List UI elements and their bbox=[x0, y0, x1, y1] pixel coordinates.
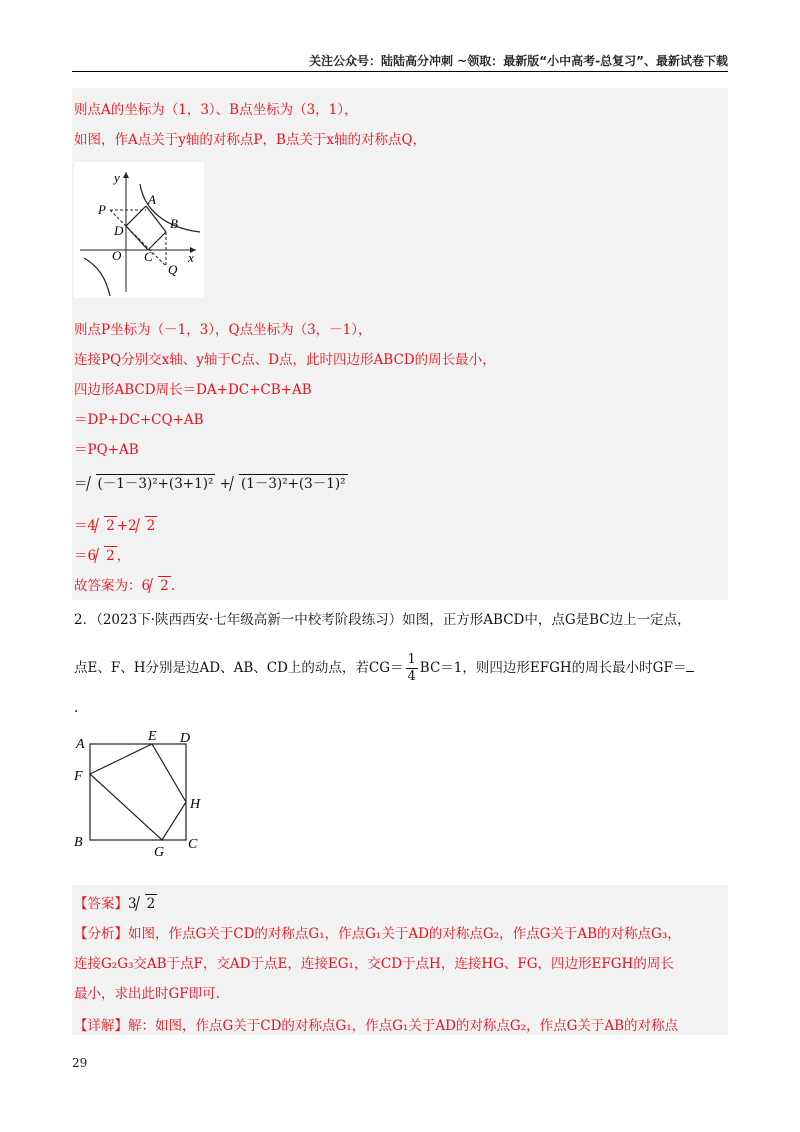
fig2-label-h: H bbox=[190, 797, 201, 812]
header-rule bbox=[72, 71, 728, 72]
fig1-label-p: P bbox=[98, 202, 106, 217]
frac-num: 1 bbox=[407, 652, 416, 667]
question-2-line-2 bbox=[74, 652, 694, 685]
fig2-label-a: A bbox=[76, 737, 85, 752]
radical-2: (1－3)²+(3－1)² bbox=[240, 476, 346, 492]
fig1-label-c: C bbox=[144, 249, 153, 264]
square-figure bbox=[72, 728, 212, 860]
period: . bbox=[170, 578, 175, 594]
radical-2d: 2 bbox=[160, 578, 169, 594]
fig1-label-y: y bbox=[114, 170, 120, 185]
answer-blank bbox=[686, 659, 694, 672]
fraction-one-quarter bbox=[406, 652, 418, 685]
detail-tag: 【详解】 bbox=[74, 1018, 128, 1034]
comma: ， bbox=[116, 548, 131, 564]
page-header: 关注公众号：陆陆高分冲刺 ~领取：最新版“小中高考-总复习”、最新试卷下载 bbox=[309, 54, 728, 68]
solution-line-4: 连接PQ分别交x轴、y轴于C点、D点，此时四边形ABCD的周长最小， bbox=[74, 352, 496, 368]
page-number: 29 bbox=[72, 1056, 88, 1070]
fig2-label-b: B bbox=[74, 835, 83, 850]
question-2-line-1: 2．（2023下·陕西西安·七年级高新一中校考阶段练习）如图，正方形ABCD中，点G是BC边上一定点， bbox=[74, 612, 691, 628]
fig1-label-o: O bbox=[112, 248, 122, 263]
detail-line-1 bbox=[74, 1014, 678, 1034]
analysis-tag: 【分析】 bbox=[74, 926, 128, 942]
fig1-label-d: D bbox=[114, 223, 124, 238]
analysis-line-1 bbox=[74, 922, 681, 942]
analysis-text-1: 如图，作点G关于CD的对称点G₁，作点G₁关于AD的对称点G₂，作点G关于AB的对称点G₃， bbox=[128, 926, 681, 942]
radical-2c: 2 bbox=[106, 548, 115, 564]
solution-line-6: ＝DP+DC+CQ+AB bbox=[74, 412, 204, 428]
fig2-label-c: C bbox=[188, 837, 198, 852]
eq-prefix: ＝ bbox=[74, 476, 88, 492]
solution-line-3: 则点P坐标为（－1，3），Q点坐标为（3，－1）， bbox=[74, 322, 372, 338]
coef-6: ＝6 bbox=[74, 548, 97, 564]
fig2-label-f: F bbox=[74, 769, 83, 784]
q2-text-b: BC＝1，则四边形EFGH的周长最小时GF＝ bbox=[419, 660, 687, 676]
analysis-line-2: 连接G₂G₃交AB于点F，交AD于点E，连接EG₁，交CD于点H，连接HG、FG，四边形EFGH的周长 bbox=[74, 956, 674, 972]
eq-plus: + bbox=[219, 476, 231, 492]
fig2-label-e: E bbox=[148, 729, 157, 744]
answer-value-radical: 2 bbox=[146, 896, 156, 912]
fig1-label-b: B bbox=[170, 216, 178, 231]
solution-line-5: 四边形ABCD周长＝DA+DC+CB+AB bbox=[74, 382, 312, 398]
detail-text-1: 解：如图，作点G关于CD的对称点G₁，作点G₁关于AD的对称点G₂，作点G关于AB的对称点 bbox=[128, 1018, 679, 1034]
answer-line bbox=[74, 892, 157, 912]
solution-line-11 bbox=[74, 574, 175, 594]
solution-line-2: 如图，作A点关于y轴的对称点P，B点关于x轴的对称点Q， bbox=[74, 132, 427, 148]
answer-value-coef: 3 bbox=[128, 896, 137, 912]
fig2-label-g: G bbox=[154, 845, 165, 860]
solution-line-10 bbox=[74, 544, 130, 564]
coef-4: ＝4 bbox=[74, 518, 97, 534]
fig1-label-x: x bbox=[188, 250, 194, 265]
solution-line-7: ＝PQ+AB bbox=[74, 442, 139, 458]
solution-line-8 bbox=[74, 472, 348, 492]
coordinate-figure bbox=[74, 162, 204, 298]
fig1-label-q: Q bbox=[168, 262, 178, 277]
fig2-label-d: D bbox=[180, 731, 191, 746]
radical-1: (－1－3)²+(3+1)² bbox=[97, 476, 214, 492]
solution-line-1: 则点A的坐标为（1，3）、B点坐标为（3，1）， bbox=[74, 102, 358, 118]
fig1-label-a: A bbox=[148, 192, 156, 207]
coef-2: +2 bbox=[116, 518, 137, 534]
radical-2a: 2 bbox=[106, 518, 115, 534]
answer-text: 故答案为：6 bbox=[74, 578, 151, 594]
radical-2b: 2 bbox=[146, 518, 156, 534]
q2-text-a: 点E、F、H分别是边AD、AB、CD上的动点，若CG＝ bbox=[74, 660, 404, 676]
question-2-dot: . bbox=[74, 700, 79, 716]
frac-den: 4 bbox=[407, 669, 416, 684]
answer-tag: 【答案】 bbox=[74, 896, 128, 912]
analysis-line-3: 最小，求出此时GF即可. bbox=[74, 986, 220, 1002]
solution-line-9 bbox=[74, 514, 157, 534]
